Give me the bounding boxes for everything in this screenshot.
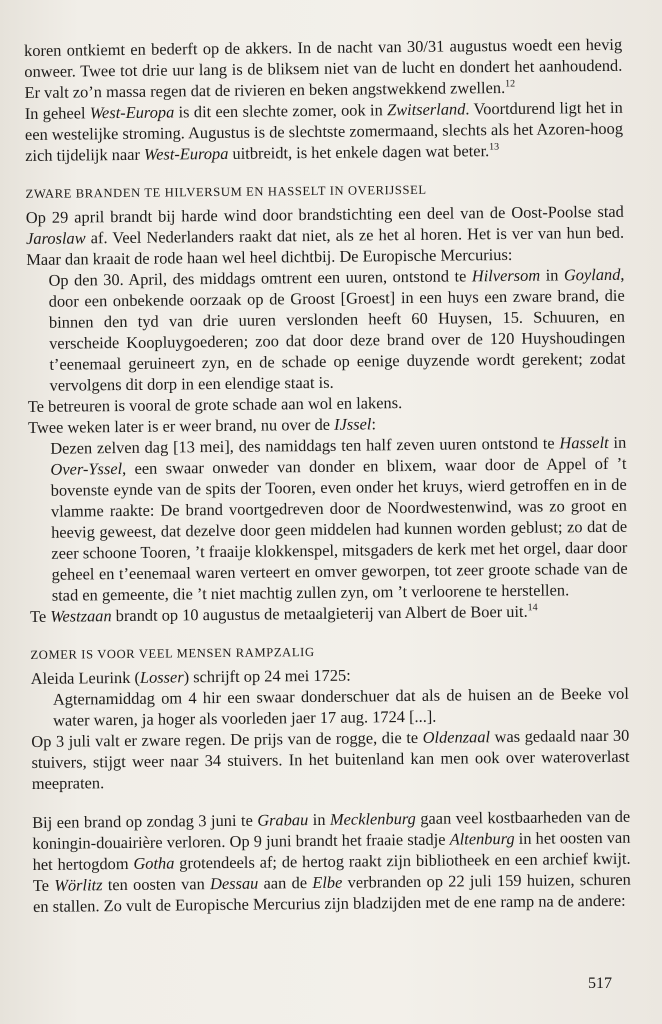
section2-paragraph-1: Aleida Leurink (Losser) schrijft op 24 mei 1725:: [30, 665, 351, 688]
intro-paragraph-2: In geheel West-Europa is dit een slechte zomer, ook in Zwitserland. Voortdurend ligt het in een westelijke stroming. Augustus is de slechtste zomermaand, slechts als het Azoren-hoog zich tijdelijk naar West-Europa uitbreidt, is het enkele dagen wat beter.$^{13}$: [24, 97, 624, 165]
section1-paragraph-3: Twee weken later is er weer brand, nu over de IJssel:: [27, 414, 377, 437]
page-number: 517: [588, 975, 612, 992]
footnote-ref: 14: [527, 602, 538, 614]
section2-paragraph-3: Bij een brand op zondag 3 juni te Grabau in Mecklenburg gaan veel kostbaarheden van de koningin-douairière verloren. Op 9 juni brandt het fraaie stadje Altenburg in het oosten van het hertogdom Gotha grotendeels af; de hertog raakt zijn bibliotheek en een archief kwijt. Te Wörlitz ten oosten van Dessau aan de Elbe verbranden op 22 juli 159 huizen, schuren en stallen. Zo vult de Europische Mercurius zijn bladzijden met de ene ramp na de andere:: [32, 806, 631, 916]
intro-paragraph-1: koren ontkiemt en bederft op de akkers. In de nacht van 30/31 augustus woedt een hevig onweer. Twee tot drie uur lang is de bliksem niet van de lucht en dondert het aanhoudend. Er valt zo’n massa regen dat de rivieren en beken angstwekkend zwellen.$^{12}$: [24, 34, 623, 102]
section1-paragraph-2: Te betreuren is vooral de grote schade aan wol en lakens.: [27, 393, 403, 416]
section-heading-fires: ZWARE BRANDEN TE HILVERSUM EN HASSELT IN OVERIJSSEL: [25, 182, 427, 201]
page-text: [24, 34, 631, 917]
quote-hilversum: Op den 30. April, des middags omtrent een uuren, ontstond te Hilversom in Goyland, door een onbekende oorzaak op de Groost [Groest] in een huys een zware brand, die binnen den tyd van drie uuren verslonden heeft 60 Huysen, 15. Schuuren, en verscheide Koopluygoederen; zoo dat door deze brand over de 120 Huyshoudingen t’eenemaal geruineert zyn, en de schade op eenige duyzende wordt gerekent; zodat vervolgens dit dorp in een elendige staat is.: [48, 264, 626, 395]
section2-paragraph-2: Op 3 juli valt er zware regen. De prijs van de rogge, die te Oldenzaal was gedaald naar 30 stuivers, stijgt weer naar 34 stuivers. In het buitenland kan men ook over wateroverlast meepraten.: [31, 725, 630, 793]
footnote-ref: 13: [489, 141, 500, 153]
section1-paragraph-4: Te Westzaan brandt op 10 augustus de metaalgieterij van Albert de Boer uit.$^{14}$: [29, 601, 538, 626]
section-heading-summer: ZOMER IS VOOR VEEL MENSEN RAMPZALIG: [30, 644, 315, 662]
footnote-ref: 12: [505, 78, 516, 90]
quote-hasselt: Dezen zelven dag [13 mei], des namiddags ten half zeven uuren ontstond te Hasselt in Over-Yssel, een swaar onweder van donder en blixem, waar door de Appel of ’t bovenste eynde van de spits der Tooren, even onder het kruys, wierd getroffen en in de vlamme raakte: De brand voortgedreven door de Noordwestenwind, was zo groot en heevig geweest, dat dezelve door geen middelen had kunnen worden geblust; zo dat de zeer schoone Tooren, ’t fraaije klokkenspel, mitsgaders de kerk met het orgel, daar door geheel en t’eenemaal waren verteert en omver geworpen, tot zeer groote schade van de stad en gemeente, die ’t niet machtig zullen zyn, om ’t verloorene te herstellen.: [50, 432, 628, 605]
section1-paragraph-1: Op 29 april brandt bij harde wind door brandstichting een deel van de Oost-Poolse stad Jaroslaw af. Veel Nederlanders raakt dat niet, als ze het al horen. Het is ver van hun bed. Maar dan kraait de rode haan wel heel dichtbij. De Europische Mercurius:: [25, 201, 625, 269]
quote-losser: Agternamiddag om 4 hir een swaar donderschuer dat als de huisen an de Beeke vol water waren, ja hoger als voorleden jaer 17 aug. 1724 [...].: [52, 683, 629, 730]
